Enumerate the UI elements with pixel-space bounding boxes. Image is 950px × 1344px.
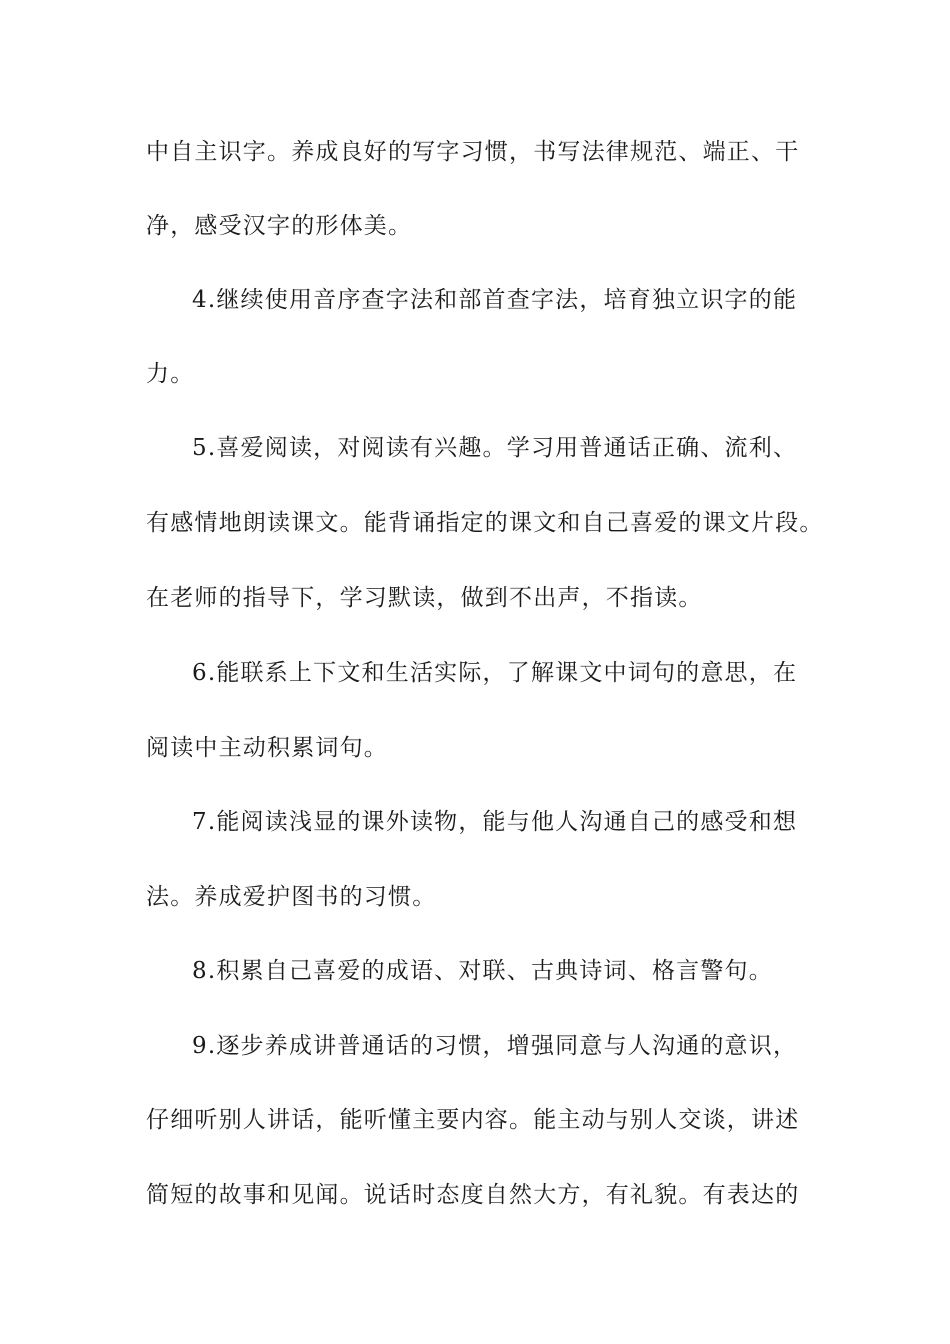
text-line: 阅读中主动积累词句。 xyxy=(146,735,388,761)
list-item-9: 9.逐步养成讲普通话的习惯，增强同意与人沟通的意识， xyxy=(192,1033,798,1059)
text-line: 中自主识字。养成良好的写字习惯，书写法律规范、端正、干 xyxy=(146,139,800,165)
text-line: 在老师的指导下，学习默读，做到不出声，不指读。 xyxy=(146,585,703,611)
text-line: 简短的故事和见闻。说话时态度自然大方，有礼貌。有表达的 xyxy=(146,1182,800,1208)
text-line: 力。 xyxy=(146,361,195,387)
text-line: 有感情地朗读课文。能背诵指定的课文和自己喜爱的课文片段。 xyxy=(146,510,824,536)
list-item-8: 8.积累自己喜爱的成语、对联、古典诗词、格言警句。 xyxy=(192,958,773,984)
text-line: 净，感受汉字的形体美。 xyxy=(146,213,413,239)
list-item-7: 7.能阅读浅显的课外读物，能与他人沟通自己的感受和想 xyxy=(192,809,798,835)
list-item-5: 5.喜爱阅读，对阅读有兴趣。学习用普通话正确、流利、 xyxy=(192,435,798,461)
text-line: 法。养成爱护图书的习惯。 xyxy=(146,884,437,910)
list-item-4: 4.继续使用音序查字法和部首查字法，培育独立识字的能 xyxy=(192,287,798,313)
list-item-6: 6.能联系上下文和生活实际，了解课文中词句的意思，在 xyxy=(192,660,798,686)
text-line: 仔细听别人讲话，能听懂主要内容。能主动与别人交谈，讲述 xyxy=(146,1107,800,1133)
